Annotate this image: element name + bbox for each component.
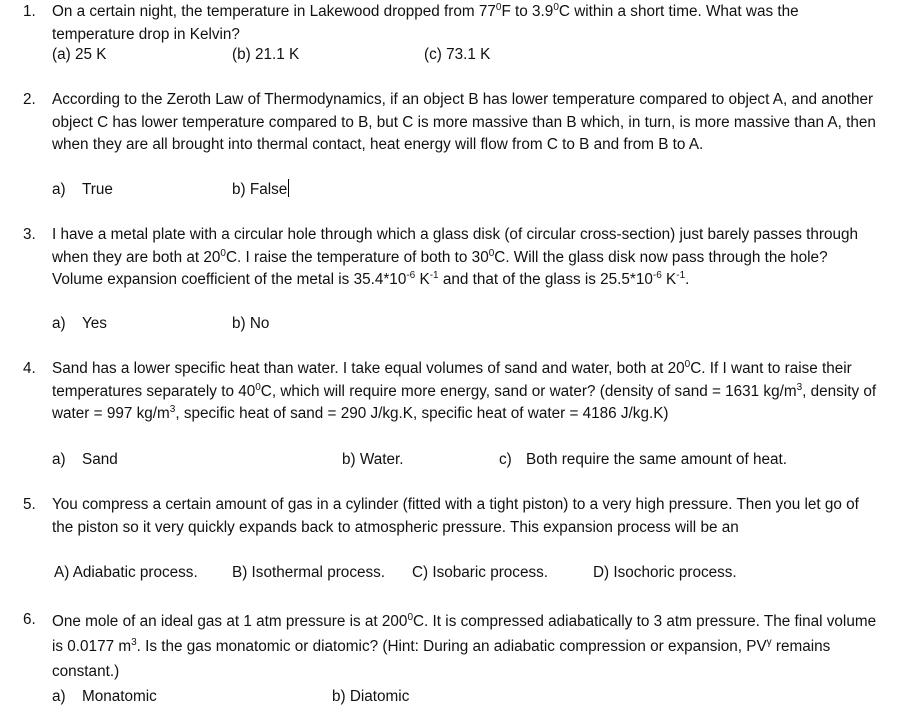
- option-b: B) Isothermal process.: [232, 564, 386, 581]
- question-text: According to the Zeroth Law of Thermodynamics, if an object B has lower temperature compared to object A, and another object C has lower temperature compared to B, but C is more massive than B which, in turn, is more massive than A, then when they are all brought into thermal contact, heat energy will flow from C to B and from B to A.: [52, 91, 876, 153]
- text-cursor: [288, 179, 289, 197]
- option-a-letter: a): [52, 688, 66, 705]
- option-a: A) Adiabatic process.: [54, 564, 198, 581]
- option-a: Monatomic: [82, 688, 157, 705]
- option-b: b) Water.: [342, 451, 404, 468]
- question-text: Sand has a lower specific heat than water. I take equal volumes of sand and water, both at $20^0C$. If I want to raise their temperatures separately to $40^0C$, which will require more energy, sand or water? (density of sand = 1631 $kg/m^3$, density of water = 997 $kg/m^3$, specific heat of sand = 290 J/kg.K, specific heat of water = 4186 J/kg.K): [52, 359, 877, 422]
- question-number: 1.: [23, 3, 36, 20]
- question-text: I have a metal plate with a circular hole through which a glass disk (of circular cross-section) just barely passes through when they are both at $20^0C$. I raise the temperature of both to $30^0C$. Will the glass disk now pass through the hole? Volume expansion coefficient of the metal is $35.4*10^{-6}$ $K^{-1}$ and that of the glass is $25.5*10^{-6}$ $K^{-1}$.: [52, 226, 859, 288]
- option-b: b) No: [232, 315, 270, 332]
- option-a: Sand: [82, 451, 118, 468]
- option-c: Both require the same amount of heat.: [526, 451, 788, 468]
- option-b: b) False: [232, 181, 288, 198]
- option-b: (b) 21.1 K: [232, 46, 300, 63]
- question-number: 2.: [23, 91, 36, 108]
- question-number: 6.: [23, 611, 36, 628]
- question-text: On a certain night, the temperature in Lakewood dropped from $77^0F$ to $3.9^0C$ within a short time. What was the temperature drop in Kelvin?: [52, 2, 799, 43]
- option-b: b) Diatomic: [332, 688, 410, 705]
- option-c: (c) 73.1 K: [424, 46, 491, 63]
- option-c: C) Isobaric process.: [412, 564, 549, 581]
- question-text: One mole of an ideal gas at 1 atm pressure is at $200^0C$. It is compressed adiabatically to 3 atm pressure. The final volume is 0.0177 $m^3$. Is the gas monatomic or diatomic? (Hint: During an adiabatic compression or expansion, $PV^\gamma$ remains constant.): [52, 612, 877, 680]
- question-number: 4.: [23, 360, 36, 377]
- question-number: 3.: [23, 226, 36, 243]
- option-a: Yes: [82, 315, 107, 332]
- option-a-letter: a): [52, 451, 66, 468]
- option-a-letter: a): [52, 315, 66, 332]
- option-c-letter: c): [499, 451, 512, 468]
- question-number: 5.: [23, 496, 36, 513]
- question-text: You compress a certain amount of gas in a cylinder (fitted with a tight piston) to a very high pressure. Then you let go of the piston so it very quickly expands back to atmospheric pressure. This expansion process will be an: [52, 496, 859, 536]
- option-a: True: [82, 181, 113, 198]
- option-a-letter: a): [52, 181, 66, 198]
- option-a: (a) 25 K: [52, 46, 107, 63]
- option-d: D) Isochoric process.: [593, 564, 737, 581]
